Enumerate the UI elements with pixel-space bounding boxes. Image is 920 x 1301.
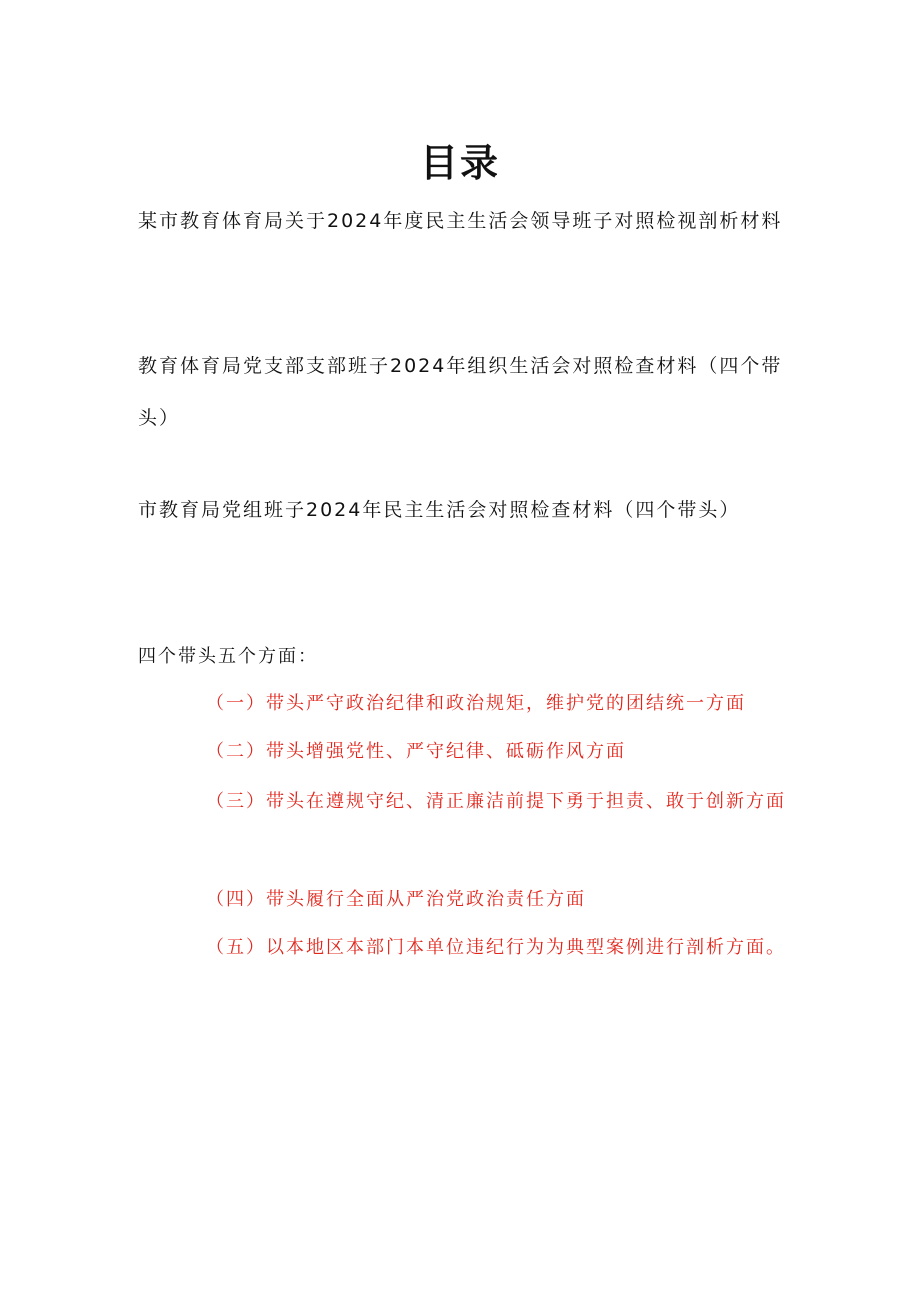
aspect-item-2: （二）带头增强党性、严守纪律、砥砺作风方面 (206, 741, 626, 762)
aspects-heading: 四个带头五个方面： (138, 646, 318, 667)
aspect-item-5: （五）以本地区本部门本单位违纪行为为典型案例进行剖析方面。 (206, 937, 786, 958)
aspect-item-3: （三）带头在遵规守纪、清正廉洁前提下勇于担责、敢于创新方面 (206, 791, 786, 812)
page-title: 目录 (419, 141, 500, 185)
toc-entry-2: 教育体育局党支部支部班子2024年组织生活会对照检查材料（四个带头） (138, 355, 783, 429)
aspect-item-4: （四）带头履行全面从严治党政治责任方面 (206, 889, 586, 910)
toc-entry-3: 市教育局党组班子2024年民主生活会对照检查材料（四个带头） (138, 499, 741, 521)
toc-entry-1: 某市教育体育局关于2024年度民主生活会领导班子对照检视剖析材料 (138, 210, 783, 232)
aspect-item-1: （一）带头严守政治纪律和政治规矩，维护党的团结统一方面 (206, 693, 746, 714)
